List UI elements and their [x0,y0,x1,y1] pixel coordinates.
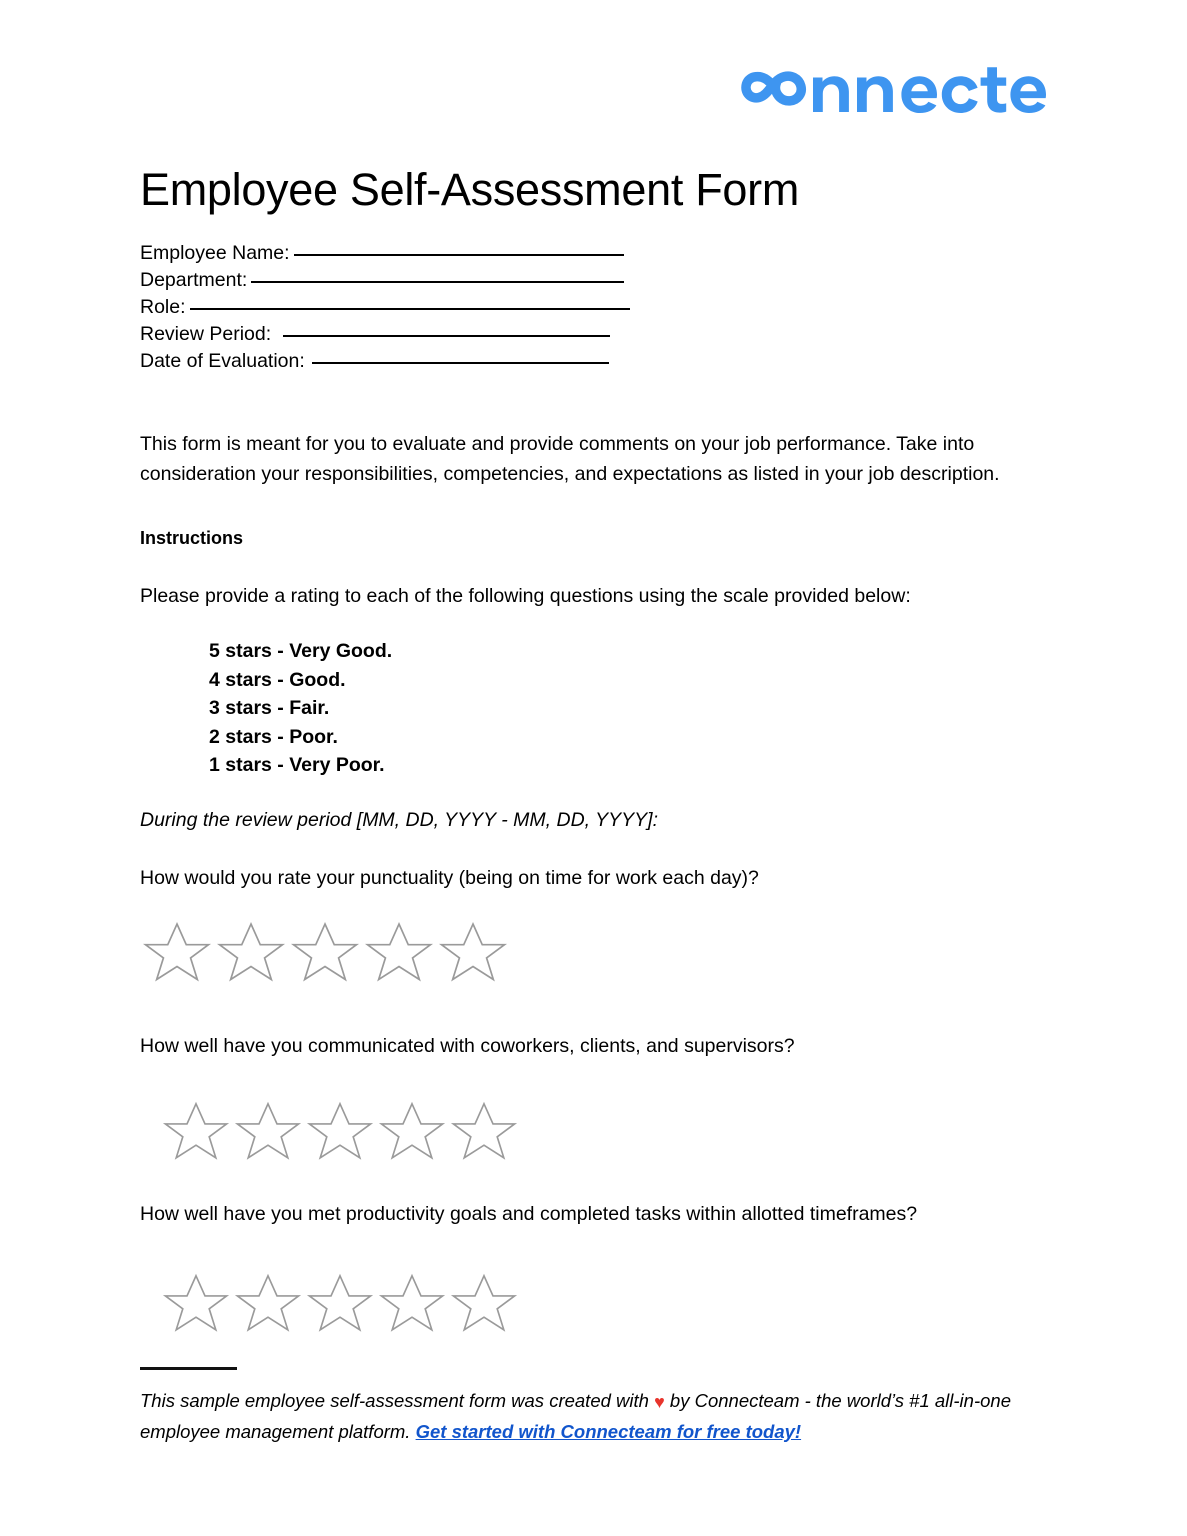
field-row-date-of-evaluation [140,348,660,375]
question-2-text: How well have you communicated with coworkers, clients, and supervisors? [140,1035,795,1057]
star-icon[interactable] [140,916,214,990]
connecteam-logo[interactable] [737,58,1047,116]
employee-info-fields [140,240,660,375]
star-icon[interactable] [376,1268,448,1340]
connecteam-logo-icon [737,61,1047,113]
review-period-line: During the review period [MM, DD, YYYY - MM, DD, YYYY]: [140,809,658,831]
star-icon[interactable] [436,916,510,990]
field-label-date-of-evaluation: Date of Evaluation: [140,350,305,372]
star-icon[interactable] [448,1096,520,1168]
field-label-review-period: Review Period: [140,323,272,345]
field-input-role[interactable] [190,308,630,310]
page-title: Employee Self-Assessment Form [140,164,800,216]
field-input-date-of-evaluation[interactable] [312,362,609,364]
question-1-star-rating[interactable] [140,916,510,990]
instructions-lead: Please provide a rating to each of the following questions using the scale provided below: [140,585,911,607]
instructions-heading: Instructions [140,528,244,548]
field-row-role [140,294,660,321]
rating-scale-item-5: 5 stars - Very Good. [209,640,393,662]
footer-divider [140,1367,237,1370]
field-label-department: Department: [140,269,248,291]
star-icon[interactable] [448,1268,520,1340]
field-row-employee-name [140,240,660,267]
footer-text [140,1386,1040,1446]
question-3-star-rating[interactable] [160,1268,520,1340]
star-icon[interactable] [304,1096,376,1168]
intro-paragraph: This form is meant for you to evaluate and provide comments on your job performance. Take into consideration your responsibilities, competencies, and expectations as listed in your job description. [140,432,1000,485]
star-icon[interactable] [160,1268,232,1340]
rating-scale-item-2: 2 stars - Poor. [209,725,338,748]
field-label-employee-name: Employee Name: [140,242,290,264]
question-1-text: How would you rate your punctuality (being on time for work each day)? [140,867,759,889]
star-icon[interactable] [232,1096,304,1168]
footer-text-part2: by Connecteam - the world’s #1 all-in-one employee management platform. [140,1390,1011,1442]
field-input-department[interactable] [251,281,624,283]
field-row-review-period [140,321,660,348]
get-started-link[interactable]: Get started with Connecteam for free today! [415,1421,802,1442]
star-icon[interactable] [362,916,436,990]
rating-scale-list [209,637,392,780]
star-icon[interactable] [288,916,362,990]
field-input-employee-name[interactable] [294,254,624,256]
question-2-star-rating[interactable] [160,1096,520,1168]
field-label-role: Role: [140,296,186,318]
star-icon[interactable] [376,1096,448,1168]
rating-scale-item-4: 4 stars - Good. [209,668,346,691]
field-input-review-period[interactable] [283,335,610,337]
rating-scale-item-3: 3 stars - Fair. [209,697,330,719]
star-icon[interactable] [232,1268,304,1340]
rating-scale-item-1: 1 stars - Very Poor. [209,754,385,776]
star-icon[interactable] [214,916,288,990]
star-icon[interactable] [304,1268,376,1340]
star-icon[interactable] [160,1096,232,1168]
footer-text-part1: This sample employee self-assessment form was created with [140,1390,655,1411]
question-3-text: How well have you met productivity goals and completed tasks within allotted timeframes? [140,1203,918,1225]
heart-icon: ♥ [654,1392,665,1412]
field-row-department [140,267,660,294]
